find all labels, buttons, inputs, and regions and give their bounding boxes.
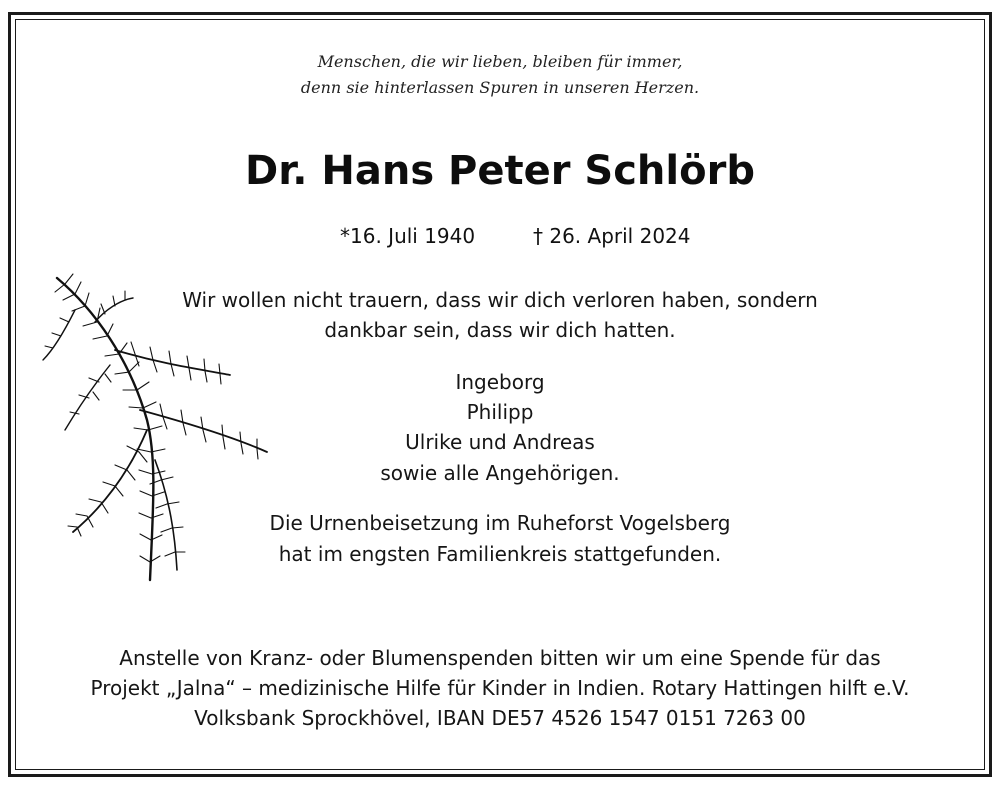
- burial-line-1: Die Urnenbeisetzung im Ruheforst Vogelsberg: [269, 511, 731, 535]
- quote-line-2: dankbar sein, dass wir dich hatten.: [324, 318, 676, 342]
- mourner-3: Ulrike und Andreas: [405, 430, 595, 454]
- donation-line-1: Anstelle von Kranz- oder Blumenspenden bitten wir um eine Spende für das: [119, 646, 881, 670]
- burial-line-2: hat im engsten Familienkreis stattgefunden.: [278, 542, 722, 566]
- death-date: † 26. April 2024: [533, 224, 691, 248]
- mourner-2: Philipp: [466, 400, 534, 424]
- quote-line-1: Wir wollen nicht trauern, dass wir dich verloren haben, sondern: [182, 288, 818, 312]
- donation-line-3: Volksbank Sprockhövel, IBAN DE57 4526 1547 0151 7263 00: [194, 706, 806, 730]
- donation-line-2: Projekt „Jalna“ – medizinische Hilfe für Kinder in Indien. Rotary Hattingen hilft e.V.: [90, 676, 910, 700]
- mourner-4: sowie alle Angehörigen.: [380, 461, 620, 485]
- deceased-name: Dr. Hans Peter Schlörb: [245, 148, 755, 194]
- birth-date: *16. Juli 1940: [340, 224, 476, 248]
- mourner-1: Ingeborg: [455, 370, 545, 394]
- motto-line-2: denn sie hinterlassen Spuren in unseren Herzen.: [300, 78, 700, 97]
- motto-line-1: Menschen, die wir lieben, bleiben für immer,: [317, 52, 683, 71]
